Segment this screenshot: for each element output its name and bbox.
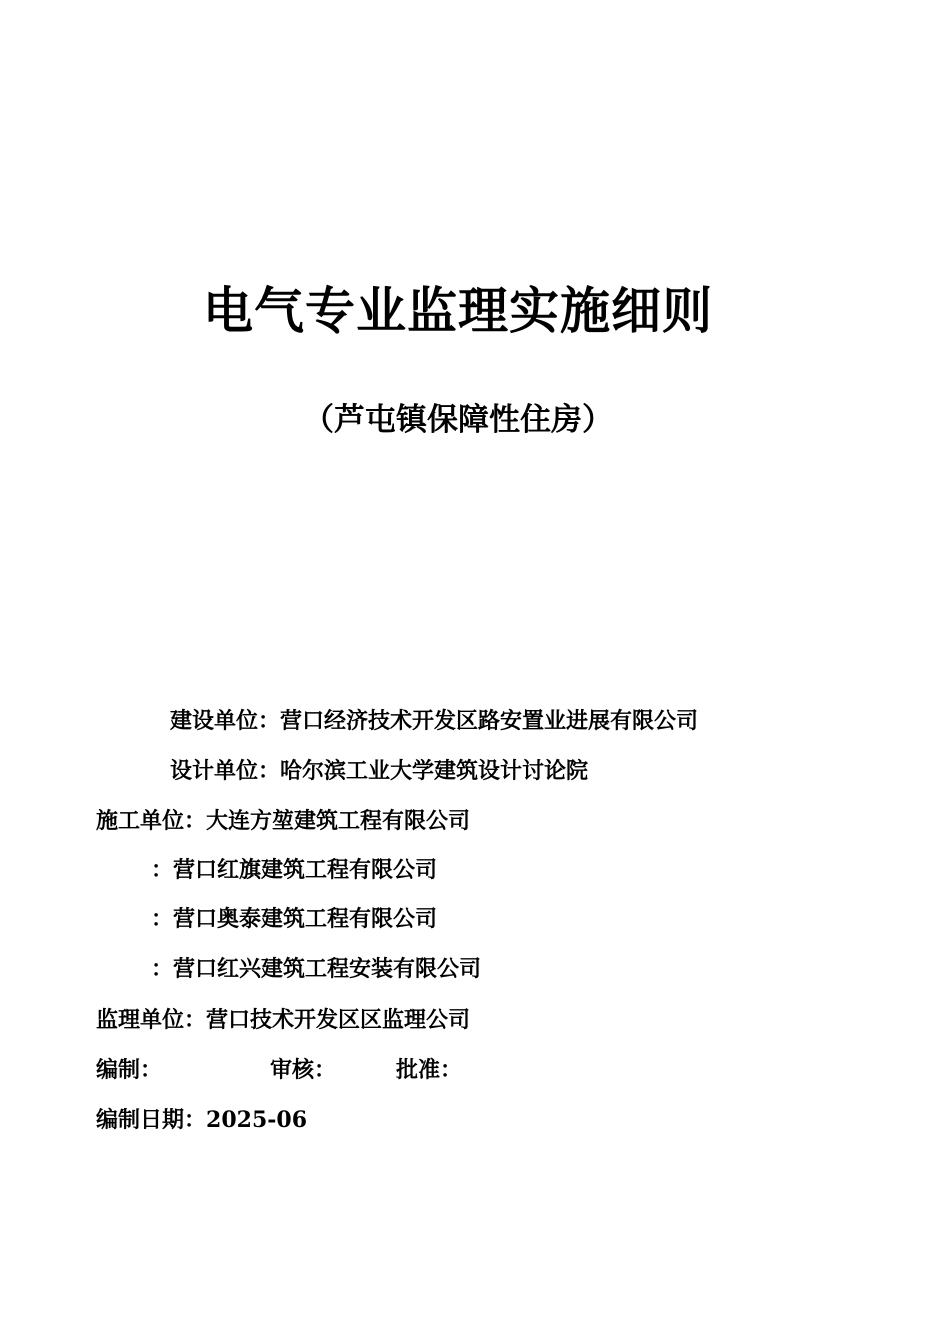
contractor-continuation-line	[151, 953, 481, 985]
construction-owner-separator: ：	[258, 708, 281, 734]
approver-label: 批准：	[396, 1057, 463, 1083]
contractor-entry: 营口红旗建筑工程有限公司	[173, 857, 438, 883]
design-unit-line	[170, 755, 588, 787]
supervision-unit-value: 营口技术开发区区监理公司	[206, 1007, 471, 1033]
compile-date-value: 2025-06	[206, 1107, 308, 1133]
contractor-entry: 营口奥泰建筑工程有限公司	[173, 906, 438, 932]
compile-date-label: 编制日期	[96, 1107, 185, 1133]
contractor-continuation-line	[151, 854, 437, 886]
construction-owner-label: 建设单位	[170, 708, 259, 734]
supervision-unit-line	[96, 1004, 470, 1036]
design-unit-label: 设计单位	[170, 758, 259, 784]
contractor-continuation-separator: ：	[151, 906, 174, 932]
supervision-unit-label: 监理单位	[96, 1007, 185, 1033]
design-unit-value: 哈尔滨工业大学建筑设计讨论院	[280, 758, 589, 784]
construction-owner-value: 营口经济技术开发区路安置业进展有限公司	[280, 708, 699, 734]
document-subtitle: （芦屯镇保障性住房）	[303, 402, 613, 438]
construction-owner-line	[170, 705, 698, 737]
contractor-entry: 大连方堃建筑工程有限公司	[206, 808, 471, 834]
contractor-label: 施工单位	[96, 808, 185, 834]
contractor-line	[96, 805, 470, 837]
contractor-separator: ：	[184, 808, 207, 834]
contractor-continuation-line	[151, 903, 437, 935]
contractor-entry: 营口红兴建筑工程安装有限公司	[173, 956, 482, 982]
contractor-continuation-separator: ：	[151, 956, 174, 982]
supervision-unit-separator: ：	[184, 1007, 207, 1033]
document-title: 电气专业监理实施细则	[203, 281, 713, 340]
reviewer-label: 审核：	[270, 1057, 337, 1083]
editor-label: 编制：	[96, 1057, 163, 1083]
design-unit-separator: ：	[258, 758, 281, 784]
compile-date-line	[96, 1104, 307, 1136]
compile-date-separator: ：	[184, 1107, 207, 1133]
contractor-continuation-separator: ：	[151, 857, 174, 883]
